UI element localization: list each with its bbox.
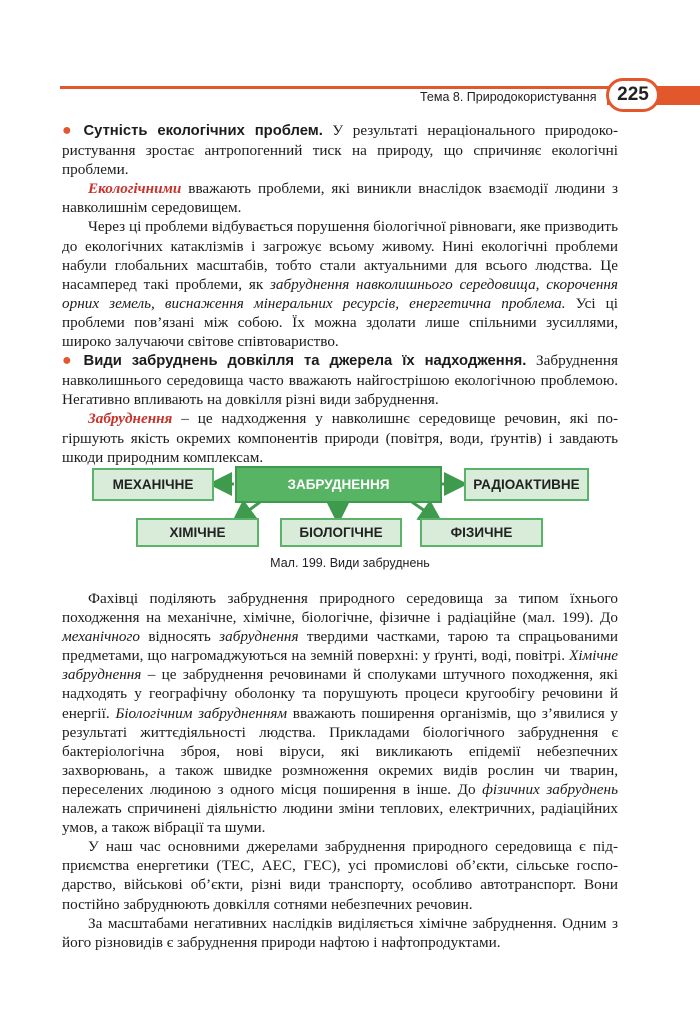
body-paragraph-sources: У наш час основними джерелами забруднення природного середовища є підприємства енергетики (ТЕС, АЕС, ГЕС), усі промислові об’єкти, сільське господарство, військові об’єкти, різні види транспорту, особливо автотранспорт. Вони постійно забруднюють довкілля сотнями небезпечних речовин. [62, 838, 618, 913]
section1-definition: Екологічними вважають проблеми, які виникли внаслідок взаємодії людини з навколишнім середовищем. [62, 180, 618, 217]
body-paragraph-chemical: За масштабами негативних наслідків виділяється хімічне забруднення. Одним з його різновидів є забруднення природи нафтою і нафтопродуктами. [62, 914, 618, 951]
box-biological: БІОЛОГІЧНЕ [280, 518, 402, 547]
figure-caption: Мал. 199. Види забруднень [270, 556, 430, 570]
box-pollution: ЗАБРУДНЕННЯ [235, 466, 442, 503]
header-rule [60, 86, 620, 89]
bullet-icon: ● [62, 352, 78, 370]
term-pollution: Забруднення [88, 410, 173, 428]
box-radioactive: РАДІОАКТИВНЕ [464, 468, 589, 501]
pollution-diagram [90, 464, 590, 554]
topic-title: Тема 8. Природокористування [420, 90, 597, 104]
term-ecological: Екологічними [88, 180, 182, 198]
section2-definition: Забруднення – це надходження у навколишнє середовище речовин, які погіршують якість окремих компонентів природи (повітря, води, ґрунтів) і завдають шкоди природним комплексам. [62, 410, 618, 466]
page-number: 225 [606, 78, 660, 112]
box-physical: ФІЗИЧНЕ [420, 518, 543, 547]
body-paragraph-types: Фахівці поділяють забруднення природного середовища за типом їхнього походження на механічне, хімічне, біологічне, фізичне і радіаційне (мал. 199). До механічного відносять забруднення твердими частками, тарою та спрацьованими предметами, що нагромаджуються на земній поверхні: у ґрунті, воді, повітрі. Хімічне забруднення – це забруднення речовинами й сполуками штучного походження, які надходять у географічну оболонку та порушують процеси кругообігу речовини й енергії. Біологічним забрудненням вважають поширення організмів, що з’явилися у результаті життєдіяльності людства. Прикладами біологічного забруднення є бактеріологічна зброя, нові віруси, які викликають епідемії небезпечних захворювань, а також швидке розмноження окремих видів рослин чи тварин, переселених людиною з одного місця поширення в інше. До фізичних забруднень належать спричинені діяльністю людини зміни теплових, електричних, радіаційних умов, а також вібрації та шуми. [62, 590, 618, 837]
section1-heading: Сутність екологічних проблем. [83, 123, 323, 139]
text-block-top [62, 121, 618, 467]
box-mechanical: МЕХАНІЧНЕ [92, 468, 214, 501]
text-block-bottom [62, 589, 618, 952]
section1-intro: ● Сутність екологічних проблем. У результаті нераціонального природокористування зростає антропогенний тиск на природу, що спричиняє екологічні проблеми. [62, 122, 619, 179]
section2-heading: Види забруднень довкілля та джерела їх надходження. [83, 353, 527, 370]
section2-intro: ● Види забруднень довкілля та джерела їх надходження. Забруднення навколишнього середовища часто вважають найгострішою екологічною проблемою. Негативно впливають на довкілля різні види забруднення. [62, 352, 618, 409]
section1-paragraph: Через ці проблеми відбувається порушення біологічної рівноваги, яке призводить до екологічних катаклізмів і загрожує всьому живому. Нині екологічні проблеми набули глобальних масштабів, тобто стали актуальними для всього людства. Це насамперед такі проблеми, як забруднення навколишнього середовища, скорочення орних земель, виснаження мінеральних ресурсів, енергетична проблема. Усі ці проблеми пов’язані між собою. Їх можна здолати лише спільними зусиллями, широко залучаючи світове співтовариство. [62, 218, 618, 351]
bullet-icon: ● [62, 122, 78, 139]
box-chemical: ХІМІЧНЕ [136, 518, 259, 547]
